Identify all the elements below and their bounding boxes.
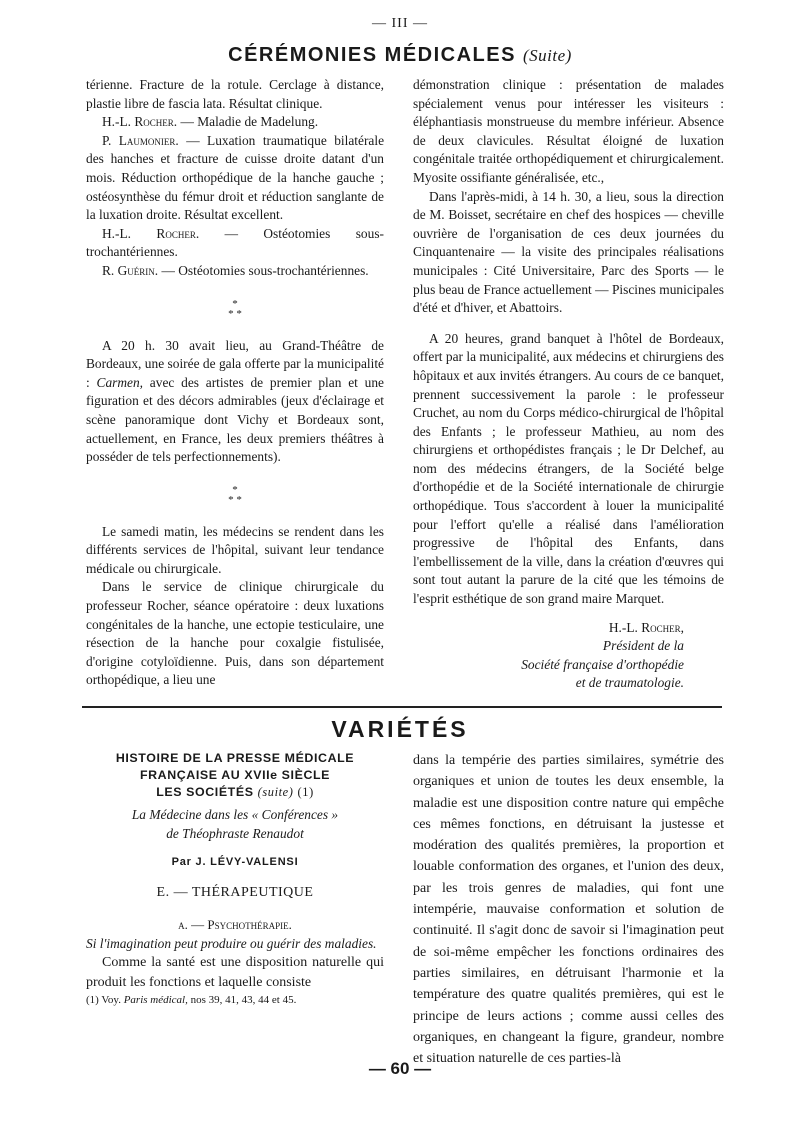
footnote-text: (1) Voy. <box>86 994 124 1007</box>
signature-role: Président de la <box>602 638 684 654</box>
signature-name: H.-L. Rocher, <box>608 619 684 635</box>
subsection-title: a. — Psychothérapie. <box>178 917 292 933</box>
running-head-title: CÉRÉMONIES MÉDICALES <box>228 44 516 66</box>
asterism-top: * <box>232 483 238 496</box>
page-folio-top: — III — <box>372 16 428 31</box>
running-head-suite: (Suite) <box>523 46 572 65</box>
asterism-divider <box>86 299 384 319</box>
signature-block <box>413 619 724 693</box>
paragraph: A 20 heures, grand banquet à l'hôtel de Bordeaux, offert par la municipalité, aux médecins et chirurgiens des hôpitaux et aux invités étrangers. Au cours de ce banquet, prennent successivement la parole : le professeur Cruchet, au nom du Corps médico-chirurgical de l'hôpital des Enfants ; le professeur Mathieu, au nom des chirurgiens et orthopédistes français ; le Dr Delchef, au nom des médecins étrangers, de la Société belge d'orthopédie et de la Société internationale de chirurgie orthopédique. Tous s'accordent à louer la municipalité pour l'effort qu'elle a réalisé dans l'amélioration progressive de l'hôpital des Enfants, dans l'embellissement de la ville, dans la création d'œuvres qui sont tout autant la parure de la cité que les témoins de l'esprit esthétique de son grand maire Marquet. <box>413 330 724 607</box>
signature-role: Société française d'orthopédie <box>521 656 684 672</box>
asterism-top: * <box>232 297 238 310</box>
person-name: P. Laumonier. <box>102 132 179 148</box>
paragraph-text: avec des artistes de premier plan et une figuration et des décors admirables (jeux d'éclairage et scène panoramique dont Vichy et Bordeaux sont, actuellement, en France, les deux premiers théâtres à posséder de tels perfectionnements). <box>86 374 384 465</box>
paragraph: Dans le service de clinique chirurgicale du professeur Rocher, séance opératoire : deux luxations congénitales de la hanche, une ectopie testiculaire, une résection de la hanche pour coxalgie fistulisée, d'origine cotyloïdienne. Puis, dans son département orthopédique, a lieu une <box>86 579 384 688</box>
paragraph-gap <box>413 318 724 330</box>
paragraph-text: — Luxation traumatique bilatérale des hanches et fracture de cuisse droite datant d'un mois. Réduction orthopédique de la hanche gauche ; ostéosynthèse du fémur droit et réduction sanglante de la luxation droite. Résultat excellent. <box>86 132 385 223</box>
footnote-text: nos 39, 41, 43, 44 et 45. <box>187 994 297 1007</box>
person-name: H.-L. Rocher. <box>102 225 200 241</box>
footnote-ref: (1) <box>297 785 314 799</box>
person-name: R. Guérin. <box>102 262 159 278</box>
paragraph <box>86 337 384 467</box>
paragraph: Dans l'après-midi, à 14 h. 30, a lieu, sous la direction de M. Boisset, secrétaire en chef des hospices — cheville ouvrière de l'organisation de ces deux journées du Cinquantenaire — la visite des principales réalisations municipales : Cité Universitaire, Parc des Sports — le plus beau de France actuellement — Piscines municipales d'été et d'hiver, et Abattoirs. <box>413 188 724 316</box>
paragraph-text: — Ostéotomies sous-trochantériennes. <box>158 262 369 278</box>
ceremonies-left-column <box>86 76 384 690</box>
paragraph: démonstration clinique : présentation de malades spécialement venus pour intéresser les visiteurs : éléphantiasis monstrueuse du membre inférieur. Absence de deux clavicules. Résultat éloigné de luxation congénitale traitée orthopédiquement et chirurgicalement. Myosite ossifiante généralisée, etc., <box>413 77 724 185</box>
article-subtitle-line: La Médecine dans les « Conférences » <box>131 807 339 822</box>
page-number: — 60 — <box>368 1059 432 1078</box>
article-title-line <box>86 784 384 801</box>
person-name: H.-L. Rocher. <box>102 114 178 130</box>
paragraph: dans la tempérie des parties similaires, symétrie des organiques et union de toutes les deux ensemble, la maladie est une disposition contre nature qui empêche ces mêmes fonctions, en détruisant la justesse et modération des qualités premières, la proportion et louable conformation des organes, et l'union des deux, par les trois genres de maladies, qui font une intempérie, mauvaise conformation et solution de continuité. Il s'agit donc de savoir si l'imagination peut de soi-même empêcher les fonctions ordinaires des parties similaires, en détruisant l'harmonie et la température des quatre qualités premières, qui est le principe de leurs actions ; comme aussi celles des organiques, en changeant la figure, grandeur, nombre et situation naturelle de ces parties-là <box>413 753 724 1067</box>
article-title-line: FRANÇAISE AU XVIIe SIÈCLE <box>139 768 331 782</box>
article-title <box>86 750 384 801</box>
asterism-divider <box>86 485 384 505</box>
article-author: Par J. LÉVY-VALENSI <box>171 856 299 868</box>
section-heading-varietes: VARIÉTÉS <box>331 716 469 742</box>
paragraph <box>86 225 384 262</box>
asterism-bottom: * * <box>228 307 242 320</box>
question-heading: Si l'imagination peut produire ou guérir des maladies. <box>86 935 377 951</box>
section-title: E. — THÉRAPEUTIQUE <box>156 884 314 900</box>
paragraph-text: A 20 h. 30 avait lieu, au Grand-Théâtre de Bordeaux, une soirée de gala offerte par la municipalité : <box>86 337 384 390</box>
asterism-bottom: * * <box>228 493 242 506</box>
article-title-line: HISTOIRE DE LA PRESSE MÉDICALE <box>115 751 355 765</box>
paragraph-text: — Ostéotomies sous-trochantériennes. <box>86 225 384 260</box>
opera-title: Carmen, <box>96 374 144 390</box>
varietes-left-column <box>86 750 384 1007</box>
paragraph-text: — Maladie de Madelung. <box>177 114 319 130</box>
running-head <box>0 44 800 67</box>
article-subtitle-line: de Théophraste Renaudot <box>166 826 304 841</box>
article-title-suite: (suite) <box>257 785 294 799</box>
signature-role: et de traumatologie. <box>575 675 684 691</box>
varietes-right-column <box>413 750 724 1069</box>
article-subtitle <box>86 805 384 843</box>
section-divider <box>82 706 722 708</box>
paragraph <box>86 132 384 225</box>
paragraph <box>86 113 384 132</box>
footnote-journal: Paris médical, <box>123 994 188 1007</box>
paragraph: Le samedi matin, les médecins se rendent dans les différents services de l'hôpital, suivant leur tendance médicale ou chirurgicale. <box>86 523 384 576</box>
footnote <box>86 993 384 1007</box>
paragraph: Comme la santé est une disposition naturelle qui produit les fonctions et laquelle consiste <box>86 955 384 991</box>
paragraph <box>86 262 384 281</box>
paragraph: térienne. Fracture de la rotule. Cerclage à distance, plastie libre de fascia lata. Résultat clinique. <box>86 77 384 111</box>
article-title-text: LES SOCIÉTÉS <box>156 785 254 799</box>
ceremonies-right-column <box>413 76 724 693</box>
